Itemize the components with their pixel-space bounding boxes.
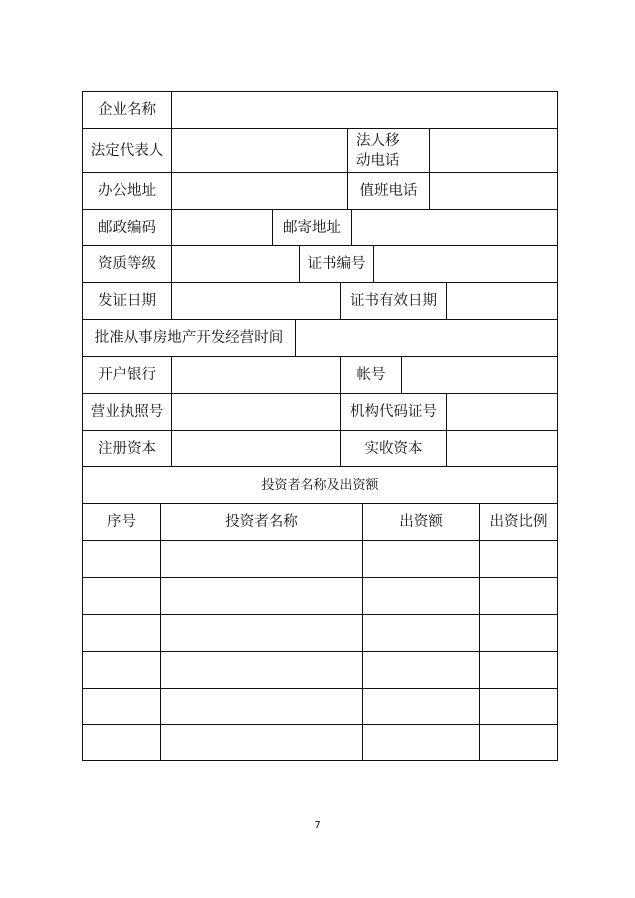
investor-cell-ratio[interactable]	[479, 724, 558, 761]
investor-cell-investor-name[interactable]	[160, 724, 363, 761]
paid-in-capital-field[interactable]	[446, 430, 558, 467]
column-header-seq: 序号	[107, 514, 136, 530]
investor-cell-investor-name[interactable]	[160, 688, 363, 725]
legal-mobile-field[interactable]	[429, 128, 558, 173]
investor-cell-contribution[interactable]	[362, 688, 480, 725]
investor-cell-seq[interactable]	[82, 688, 161, 725]
label-cert-valid-date: 证书有效日期	[350, 293, 437, 309]
investor-cell-investor-name[interactable]	[160, 651, 363, 689]
investor-cell-contribution[interactable]	[362, 614, 480, 652]
investor-section-title: 投资者名称及出资额	[261, 478, 379, 493]
investor-cell-seq[interactable]	[82, 651, 161, 689]
cert-valid-date-field[interactable]	[446, 282, 558, 320]
label-company-name: 企业名称	[98, 102, 156, 118]
investor-cell-investor-name[interactable]	[160, 540, 363, 578]
investor-cell-investor-name[interactable]	[160, 614, 363, 652]
column-header-investor-name: 投资者名称	[225, 514, 298, 530]
label-bank: 开户银行	[98, 367, 156, 383]
label-certificate-no: 证书编号	[307, 256, 366, 272]
postal-code-field[interactable]	[171, 209, 273, 246]
office-address-field[interactable]	[171, 172, 348, 210]
account-no-field[interactable]	[401, 356, 558, 394]
label-issue-date: 发证日期	[98, 293, 156, 309]
column-header-ratio: 出资比例	[489, 514, 548, 530]
label-approved-time: 批准从事房地产开发经营时间	[94, 330, 284, 346]
label-registered-capital: 注册资本	[98, 441, 156, 457]
label-duty-phone: 值班电话	[359, 183, 418, 199]
investor-cell-seq[interactable]	[82, 540, 161, 578]
label-legal-rep: 法定代表人	[90, 143, 164, 159]
investor-cell-ratio[interactable]	[479, 614, 558, 652]
label-legal-mobile-line1: 法人移	[356, 133, 400, 149]
investor-cell-seq[interactable]	[82, 724, 161, 761]
investor-cell-seq[interactable]	[82, 577, 161, 615]
label-qualification: 资质等级	[98, 256, 156, 272]
label-paid-in-capital: 实收资本	[364, 441, 423, 457]
duty-phone-field[interactable]	[429, 172, 558, 210]
investor-cell-seq[interactable]	[82, 614, 161, 652]
label-postal-code: 邮政编码	[98, 220, 156, 236]
investor-cell-ratio[interactable]	[479, 540, 558, 578]
investor-cell-contribution[interactable]	[362, 577, 480, 615]
issue-date-field[interactable]	[171, 282, 341, 320]
company-name-field[interactable]	[171, 91, 558, 129]
investor-cell-contribution[interactable]	[362, 540, 480, 578]
business-license-field[interactable]	[171, 393, 341, 431]
legal-rep-field[interactable]	[171, 128, 348, 173]
label-office-address: 办公地址	[98, 183, 156, 199]
investor-cell-ratio[interactable]	[479, 688, 558, 725]
investor-cell-contribution[interactable]	[362, 651, 480, 689]
org-code-field[interactable]	[446, 393, 558, 431]
mailing-address-field[interactable]	[351, 209, 558, 246]
label-legal-mobile-line2: 动电话	[356, 153, 400, 169]
label-mailing-address: 邮寄地址	[283, 220, 341, 236]
certificate-no-field[interactable]	[373, 245, 558, 283]
bank-field[interactable]	[171, 356, 341, 394]
page-number: 7	[314, 820, 321, 831]
investor-cell-investor-name[interactable]	[160, 577, 363, 615]
label-business-license: 营业执照号	[90, 404, 164, 420]
label-account-no: 帐号	[356, 367, 386, 383]
investor-cell-contribution[interactable]	[362, 724, 480, 761]
approved-time-field[interactable]	[295, 319, 558, 357]
investor-cell-ratio[interactable]	[479, 577, 558, 615]
column-header-contribution: 出资额	[399, 514, 443, 530]
registered-capital-field[interactable]	[171, 430, 341, 467]
label-org-code: 机构代码证号	[350, 404, 437, 420]
investor-cell-ratio[interactable]	[479, 651, 558, 689]
qualification-field[interactable]	[171, 245, 300, 283]
